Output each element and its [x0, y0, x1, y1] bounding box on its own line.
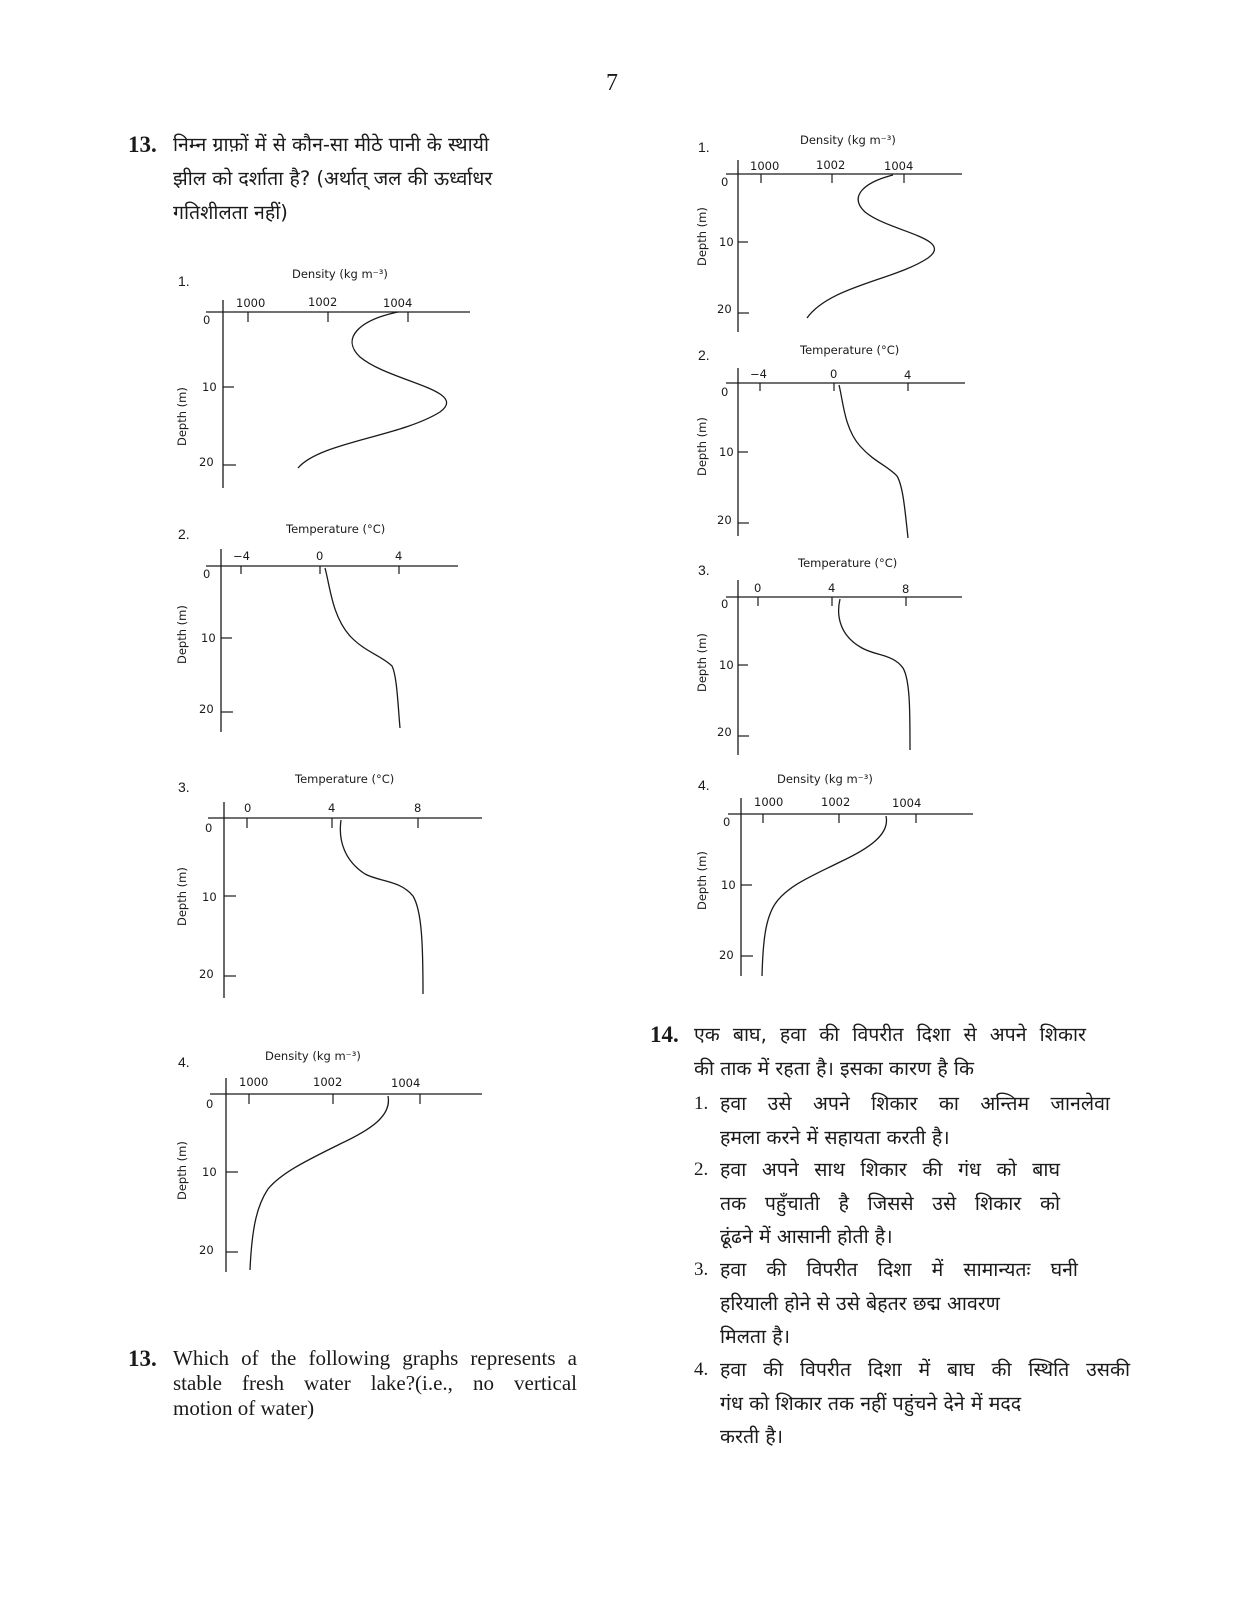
option-text	[720, 1253, 1078, 1354]
y-tick-label: 20	[199, 1243, 214, 1257]
y-tick-label: 0	[721, 175, 729, 189]
graph-option-label: 2.	[178, 526, 190, 542]
q13-english-line: motion of water)	[173, 1396, 315, 1420]
graph-option-label: 4.	[178, 1054, 190, 1070]
page-number: 7	[606, 70, 618, 96]
x-tick-label: 0	[244, 801, 252, 815]
x-tick-label: 1004	[892, 796, 922, 810]
graph-left-3	[170, 766, 490, 1000]
y-axis-label: Depth (m)	[695, 633, 709, 692]
y-tick-label: 10	[721, 878, 736, 892]
profile-curve	[298, 312, 447, 468]
graph-option-label: 3.	[178, 779, 190, 795]
x-tick-label: 8	[414, 801, 422, 815]
x-tick-label: 1002	[821, 795, 851, 809]
x-tick-label: 0	[316, 549, 324, 563]
y-tick-label: 0	[721, 385, 729, 399]
y-tick-label: 10	[719, 445, 734, 459]
y-tick-label: 0	[205, 821, 213, 835]
x-tick-label: 1004	[391, 1076, 421, 1090]
y-axis-label: Depth (m)	[175, 387, 189, 446]
option-line: गंध को शिकार तक नहीं पहुंचने देने में मदद	[720, 1391, 1022, 1415]
profile-curve	[807, 175, 934, 318]
x-tick-label: −4	[233, 549, 250, 563]
y-tick-label: 20	[717, 725, 732, 739]
x-tick-label: 1000	[239, 1075, 269, 1089]
graph-right-4	[690, 766, 990, 980]
x-tick-label: 4	[328, 801, 336, 815]
question-13-hindi-text	[173, 128, 561, 230]
x-tick-label: 1000	[236, 296, 266, 310]
option-number: 3.	[694, 1259, 709, 1280]
graph-title: Temperature (°C)	[798, 556, 898, 570]
option-number: 1.	[694, 1093, 709, 1114]
y-axis-label: Depth (m)	[695, 851, 709, 910]
y-axis-label: Depth (m)	[175, 605, 189, 664]
q14-stem-line: की ताक में रहता है। इसका कारण है कि	[694, 1057, 974, 1080]
q13-hindi-line: झील को दर्शाता है? (अर्थात् जल की ऊर्ध्वाधर	[173, 167, 493, 190]
option-text	[720, 1353, 1130, 1454]
profile-curve	[839, 385, 908, 538]
y-axis-label: Depth (m)	[175, 1141, 189, 1200]
graph-title: Temperature (°C)	[800, 343, 900, 357]
graph-option-label: 3.	[698, 562, 710, 578]
graph-title: Density (kg m⁻³)	[265, 1049, 361, 1063]
y-tick-label: 0	[206, 1097, 214, 1111]
y-tick-label: 10	[719, 235, 734, 249]
y-tick-label: 20	[717, 513, 732, 527]
x-tick-label: −4	[750, 367, 767, 381]
option-line: हवा अपने साथ शिकार की गंध को बाघ	[720, 1158, 1060, 1181]
question-14-number: 14.	[650, 1022, 679, 1047]
q14-stem-line: एक बाघ, हवा की विपरीत दिशा से अपने शिकार	[694, 1023, 1086, 1046]
graph-option-label: 1.	[698, 139, 710, 155]
option-number: 2.	[694, 1159, 709, 1180]
x-tick-label: 1002	[313, 1075, 343, 1089]
graph-left-2	[170, 516, 470, 738]
option-line: हवा की विपरीत दिशा में सामान्यतः घनी	[720, 1258, 1078, 1281]
graph-title: Density (kg m⁻³)	[292, 267, 388, 281]
x-tick-label: 1004	[884, 159, 914, 173]
y-tick-label: 20	[199, 702, 214, 716]
x-tick-label: 8	[902, 582, 910, 596]
graph-title: Density (kg m⁻³)	[777, 772, 873, 786]
option-line: ढूंढने में आसानी होती है।	[720, 1225, 893, 1248]
option-line: करती है।	[720, 1425, 784, 1448]
q13-hindi-line: गतिशीलता नहीं)	[173, 201, 288, 224]
graph-right-3	[690, 550, 980, 760]
option-line: हरियाली होने से उसे बेहतर छद्म आवरण	[720, 1291, 1000, 1315]
y-tick-label: 0	[723, 815, 731, 829]
graph-title: Density (kg m⁻³)	[800, 133, 896, 147]
question-13-english-text	[173, 1346, 577, 1421]
x-tick-label: 4	[828, 581, 836, 595]
graph-right-2	[690, 338, 980, 542]
x-tick-label: 1002	[308, 295, 338, 309]
question-13-english-number: 13.	[128, 1346, 157, 1371]
y-tick-label: 0	[203, 313, 211, 327]
y-axis-label: Depth (m)	[175, 867, 189, 926]
y-tick-label: 20	[199, 455, 214, 469]
option-line: तक पहुँचाती है जिससे उसे शिकार को	[720, 1191, 1060, 1215]
profile-curve	[762, 816, 887, 976]
q13-hindi-line: निम्न ग्राफ़ों में से कौन-सा मीठे पानी के स्थायी	[173, 133, 490, 156]
y-tick-label: 20	[199, 967, 214, 981]
x-tick-label: 1002	[816, 158, 846, 172]
option-text	[720, 1153, 1060, 1254]
graph-title: Temperature (°C)	[295, 772, 395, 786]
option-text	[720, 1087, 1110, 1154]
graph-option-label: 1.	[178, 273, 190, 289]
x-tick-label: 1000	[750, 159, 780, 173]
y-tick-label: 10	[201, 631, 216, 645]
profile-curve	[325, 568, 400, 728]
y-tick-label: 0	[721, 597, 729, 611]
x-tick-label: 0	[830, 367, 838, 381]
x-tick-label: 4	[904, 368, 912, 382]
graph-title: Temperature (°C)	[286, 522, 386, 536]
graph-right-1	[690, 128, 980, 338]
option-line: हवा की विपरीत दिशा में बाघ की स्थिति उसकी	[720, 1358, 1130, 1381]
y-tick-label: 10	[202, 890, 217, 904]
y-tick-label: 10	[719, 658, 734, 672]
x-tick-label: 0	[754, 581, 762, 595]
profile-curve	[340, 820, 423, 994]
y-tick-label: 10	[202, 1165, 217, 1179]
graph-option-label: 4.	[698, 777, 710, 793]
profile-curve	[250, 1096, 388, 1270]
y-tick-label: 10	[202, 380, 217, 394]
y-axis-label: Depth (m)	[695, 417, 709, 476]
option-number: 4.	[694, 1359, 709, 1380]
q13-english-line: Which of the following graphs represents a	[173, 1346, 577, 1370]
y-axis-label: Depth (m)	[695, 207, 709, 266]
option-line: हवा उसे अपने शिकार का अन्तिम जानलेवा	[720, 1092, 1110, 1115]
option-line: मिलता है।	[720, 1325, 791, 1348]
question-14-stem	[694, 1018, 1086, 1086]
graph-left-4	[170, 1044, 490, 1276]
profile-curve	[839, 599, 910, 750]
question-13-number: 13.	[128, 132, 157, 157]
q13-english-line: stable fresh water lake?(i.e., no vertical	[173, 1371, 577, 1395]
x-tick-label: 1000	[754, 795, 784, 809]
x-tick-label: 1004	[383, 296, 413, 310]
option-line: हमला करने में सहायता करती है।	[720, 1125, 950, 1149]
y-tick-label: 20	[719, 948, 734, 962]
graph-option-label: 2.	[698, 347, 710, 363]
y-tick-label: 20	[717, 302, 732, 316]
y-tick-label: 0	[203, 567, 211, 581]
graph-left-1	[170, 262, 490, 494]
x-tick-label: 4	[395, 549, 403, 563]
